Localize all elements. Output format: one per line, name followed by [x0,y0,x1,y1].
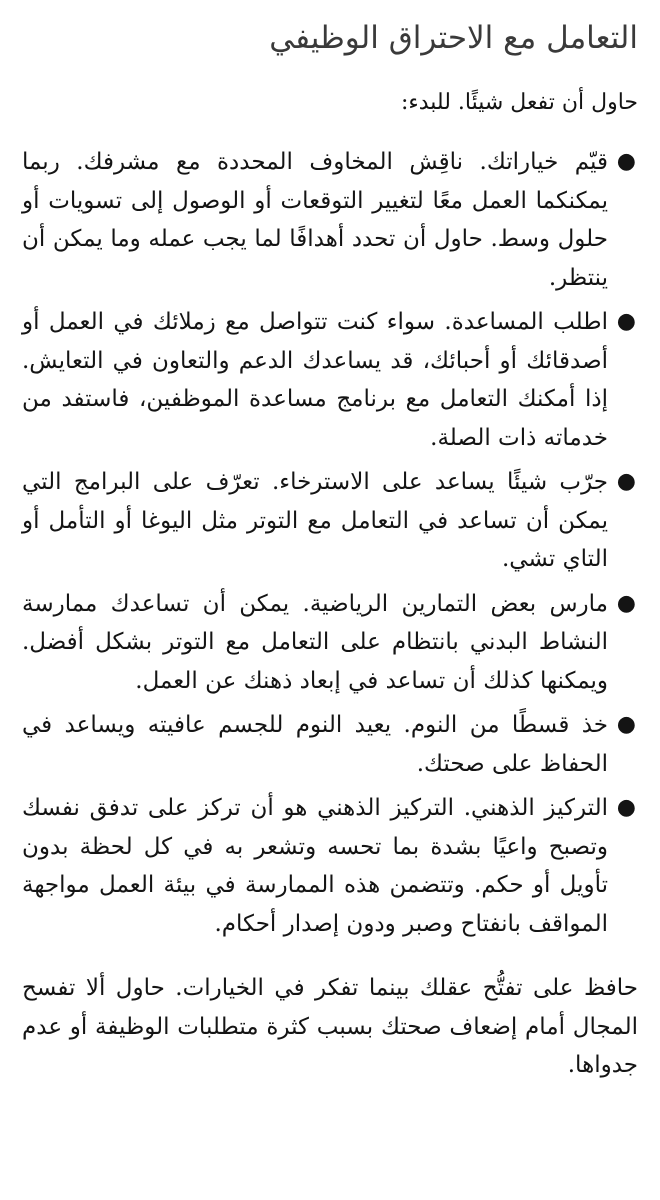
intro-text: حاول أن تفعل شيئًا. للبدء: [400,90,638,116]
tip-text: خذ قسطًا من النوم. يعيد النوم للجسم عافيته ويساعد في الحفاظ على صحتك. [22,712,608,777]
closing-paragraph: حافظ على تفتُّح عقلك بينما تفكر في الخيارات. حاول ألا تفسح المجال أمام إضعاف صحتك بسبب كثرة متطلبات الوظيفة أو عدم جدواها. [22,975,638,1079]
list-item [22,143,638,297]
tip-text: قيّم خياراتك. ناقِش المخاوف المحددة مع مشرفك. ربما يمكنكما العمل معًا لتغيير التوقعات أو الوصول إلى تسويات أو حلول وسط. حاول أن تحدد أهدافًا لما يجب عمله وما يمكن أن ينتظر. [22,149,608,291]
bullet-icon: ● [616,469,636,495]
tip-text: مارس بعض التمارين الرياضية. يمكن أن تساعدك ممارسة النشاط البدني بانتظام على التعامل مع التوتر بشكل أفضل. ويمكنها كذلك أن تساعد في إبعاد ذهنك عن العمل. [22,590,608,694]
bullet-icon: ● [616,795,636,821]
tip-text: اطلب المساعدة. سواء كنت تتواصل مع زملائك في العمل أو أصدقائك أو أحبائك، قد يساعدك الدعم والتعاون في التعايش. إذا أمكنك التعامل مع برنامج مساعدة الموظفين، فاستفد من خدماته ذات الصلة. [22,309,608,451]
list-item [22,463,638,579]
document-title: التعامل مع الاحتراق الوظيفي [269,20,638,56]
bullet-icon: ● [616,712,636,738]
list-item [22,706,638,783]
list-item [22,789,638,943]
bullet-icon: ● [616,149,636,175]
bullet-icon: ● [616,309,636,335]
tips-list [22,143,638,943]
list-item [22,585,638,701]
bullet-icon: ● [616,590,636,616]
tip-text: جرّب شيئًا يساعد على الاسترخاء. تعرّف على البرامج التي يمكن أن تساعد في التعامل مع التوتر مثل اليوغا أو التأمل أو التاي تشي. [22,469,608,573]
tip-text: التركيز الذهني. التركيز الذهني هو أن تركز على تدفق نفسك وتصبح واعيًا بشدة بما تحسه وتشعر به في كل لحظة بدون تأويل أو حكم. وتتضمن هذه الممارسة في بيئة العمل مواجهة المواقف بانفتاح وصبر ودون إصدار أحكام. [22,795,608,937]
list-item [22,303,638,457]
